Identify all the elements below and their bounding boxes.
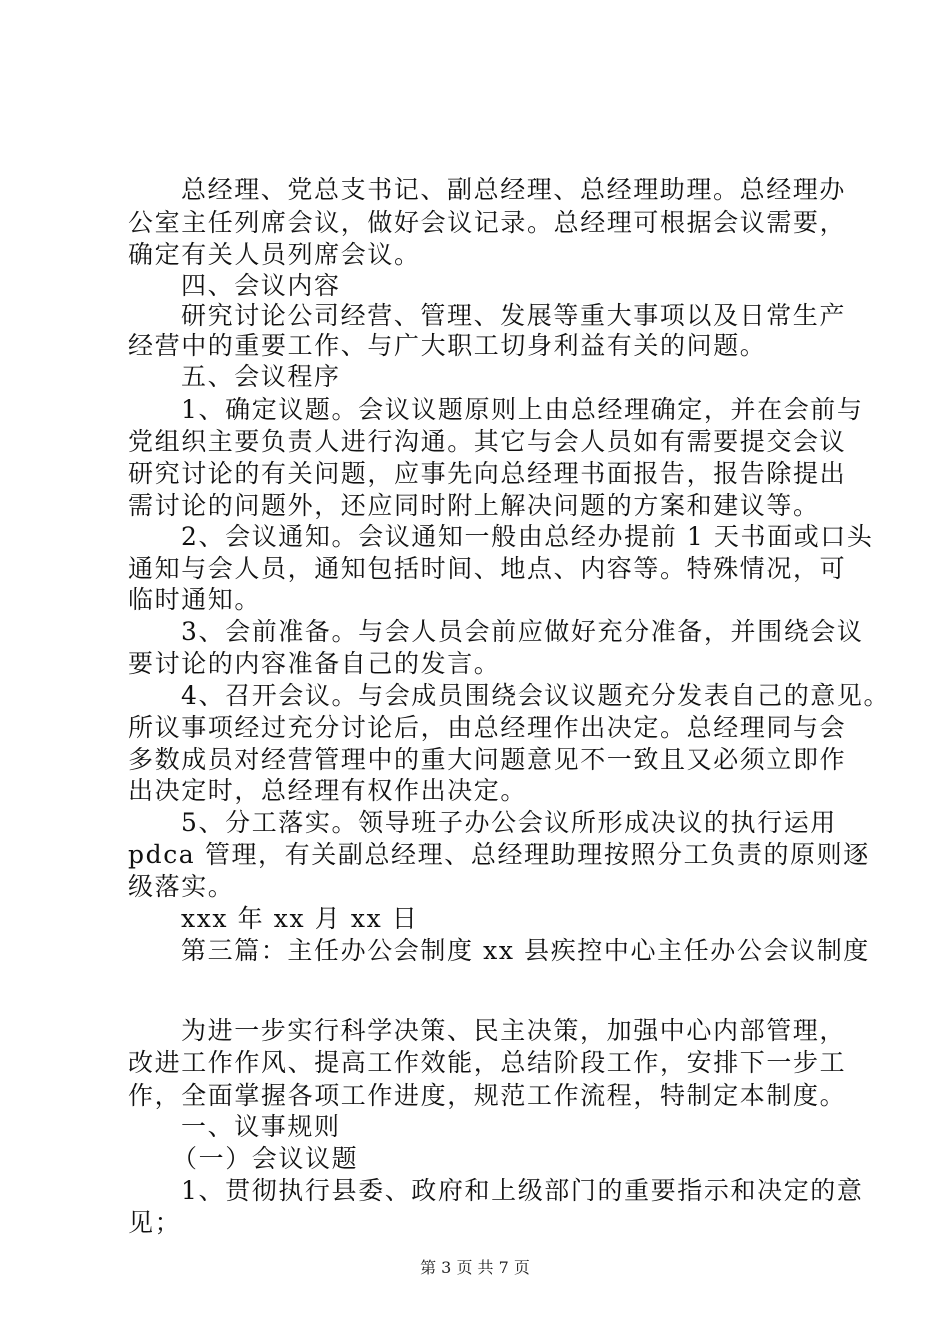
page-number-footer: 第 3 页 共 7 页 xyxy=(420,1258,530,1277)
section-heading: 一、议事规则 xyxy=(181,1112,341,1141)
text-line: 改进工作作风、提高工作效能，总结阶段工作，安排下一步工 xyxy=(128,1048,847,1077)
text-line: 5、分工落实。领导班子办公会议所形成决议的执行运用 xyxy=(181,808,837,837)
text-line: 党组织主要负责人进行沟通。其它与会人员如有需要提交会议 xyxy=(128,427,847,456)
text-line: 作，全面掌握各项工作进度，规范工作流程，特制定本制度。 xyxy=(128,1081,847,1110)
text-line: 公室主任列席会议，做好会议记录。总经理可根据会议需要， xyxy=(128,208,847,237)
text-line: 3、会前准备。与会人员会前应做好充分准备，并围绕会议 xyxy=(181,617,864,646)
text-line: 多数成员对经营管理中的重大问题意见不一致且又必须立即作 xyxy=(128,745,847,774)
section-heading: 五、会议程序 xyxy=(181,362,341,391)
text-line: 见； xyxy=(128,1208,182,1237)
text-line: 经营中的重要工作、与广大职工切身利益有关的问题。 xyxy=(128,331,767,360)
text-line: 1、确定议题。会议议题原则上由总经理确定，并在会前与 xyxy=(181,395,864,424)
text-line: 出决定时，总经理有权作出决定。 xyxy=(128,776,528,805)
section-heading: 四、会议内容 xyxy=(181,271,341,300)
text-line: 通知与会人员，通知包括时间、地点、内容等。特殊情况，可 xyxy=(128,554,847,583)
text-line: 需讨论的问题外，还应同时附上解决问题的方案和建议等。 xyxy=(128,491,820,520)
subsection-heading: （一）会议议题 xyxy=(172,1144,359,1173)
text-line: 研究讨论的有关问题，应事先向总经理书面报告，报告除提出 xyxy=(128,459,847,488)
chapter-title: 第三篇：主任办公会制度 xx 县疾控中心主任办公会议制度 xyxy=(181,936,870,965)
text-line: 2、会议通知。会议通知一般由总经办提前 1 天书面或口头 xyxy=(181,522,874,551)
text-line: 研究讨论公司经营、管理、发展等重大事项以及日常生产 xyxy=(181,301,847,330)
text-line: 为进一步实行科学决策、民主决策，加强中心内部管理， xyxy=(181,1016,847,1045)
text-line: 级落实。 xyxy=(128,872,235,901)
text-line: 总经理、党总支书记、副总经理、总经理助理。总经理办 xyxy=(181,175,847,204)
text-line: 要讨论的内容准备自己的发言。 xyxy=(128,649,501,678)
text-line: pdca 管理，有关副总经理、总经理助理按照分工负责的原则逐 xyxy=(128,840,870,869)
text-line: 所议事项经过充分讨论后，由总经理作出决定。总经理同与会 xyxy=(128,713,847,742)
text-line: 确定有关人员列席会议。 xyxy=(128,240,421,269)
text-line: 临时通知。 xyxy=(128,585,262,614)
text-line: 4、召开会议。与会成员围绕会议议题充分发表自己的意见。 xyxy=(181,681,891,710)
text-line: 1、贯彻执行县委、政府和上级部门的重要指示和决定的意 xyxy=(181,1176,864,1205)
date-line: xxx 年 xx 月 xx 日 xyxy=(181,904,419,933)
